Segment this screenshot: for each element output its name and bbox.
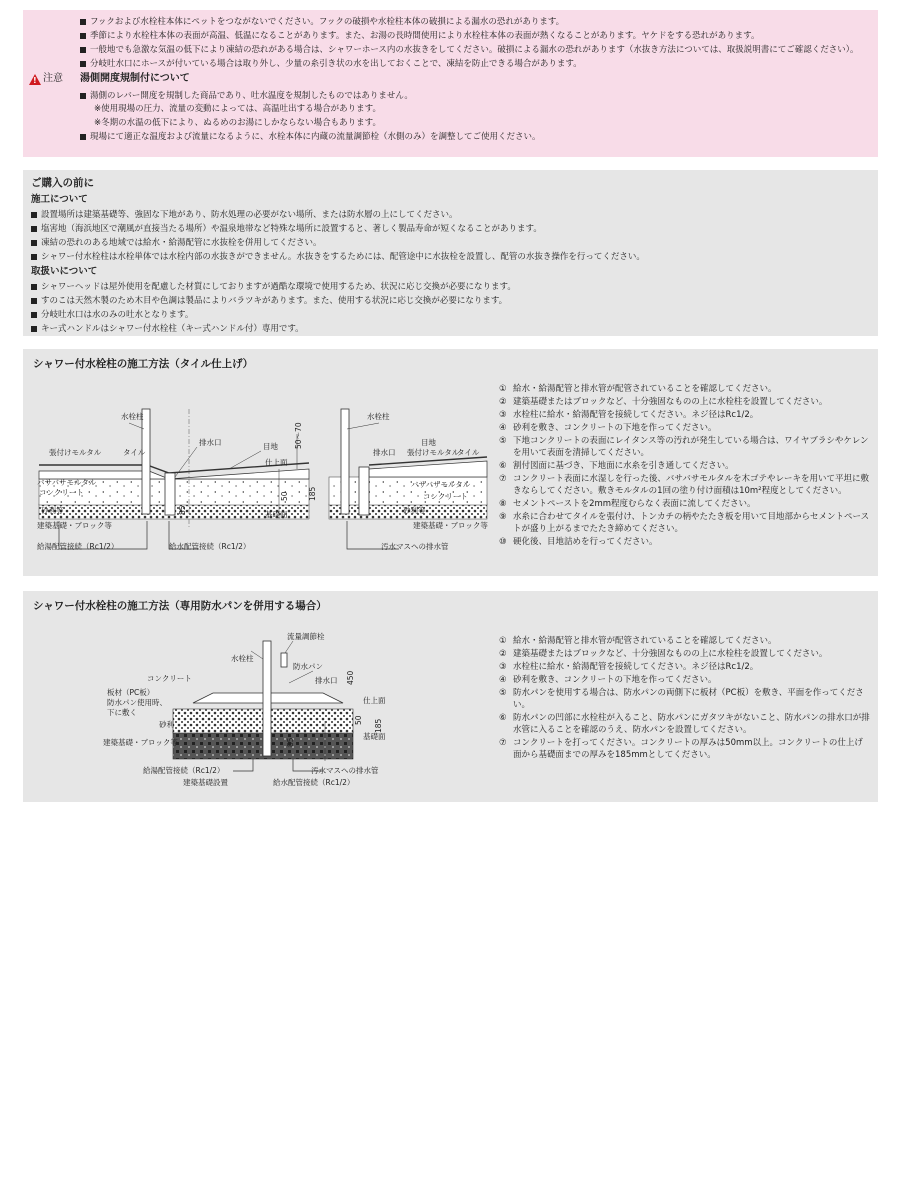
tile-install-section [23, 349, 878, 576]
label-dry-mortar: バサバサモルタル [37, 478, 97, 487]
step-item: ① 給水・給湯配管と排水管が配管されていることを確認してください。 [499, 384, 777, 394]
label-drain-pipe: 汚水マスへの排水管 [381, 542, 449, 551]
caution-subheading: 湯側開度規制付について [80, 73, 190, 85]
label-drain: 排水口 [315, 676, 338, 685]
pan-steps [499, 635, 871, 762]
step-item: ① 給水・給湯配管と排水管が配管されていることを確認してください。 [499, 636, 777, 646]
pan-diagram-left [103, 631, 386, 787]
label-finish-surface: 仕上面 [265, 458, 288, 467]
dim-450: 450 [346, 670, 355, 685]
step-item: ④ 砂利を敷き、コンクリートの下地を作ってください。 [499, 422, 717, 433]
caution-label [29, 72, 63, 87]
label-board-note-2: 下に敷く [107, 708, 137, 717]
construction-heading: 施工について [31, 194, 88, 206]
label-gravel: 砂利等 [41, 506, 64, 515]
handling-item: すのこは天然木製のため木目や色調は製品によりバラツキがあります。また、使用する状況に応じ交換が必要になります。 [31, 295, 870, 307]
caution-item: フックおよび水栓柱本体にペットをつながないでください。フックの破損や水栓柱本体の破損による漏水の恐れがあります。 [80, 16, 870, 28]
warning-icon [29, 74, 41, 85]
step-item: ⑥ 防水パンの凹部に水栓柱が入ること、防水パンにガタツキがないこと、防水パンの排水口が排水管に入ることを確認のうえ、防水パンを設置してください。 [499, 712, 870, 736]
construction-item: 塩害地（海浜地区で潮風が直接当たる場所）や温泉地帯など特殊な場所に設置すると、著しく製品寿命が短くなることがあります。 [31, 223, 870, 235]
step-item: ⑧ セメントペーストを2mm程度むらなく表面に流してください。 [499, 498, 756, 509]
tile-diagram-right [329, 409, 488, 551]
label-drain-r: 排水口 [373, 448, 396, 457]
label-supply-cold: 給水配管接続（Rc1/2） [273, 778, 355, 787]
construction-item: シャワー付水栓柱は水栓単体では水栓内部の水抜きができません。水抜きをするためには、配管途中に水抜栓を設置し、配管の水抜き操作を行ってください。 [31, 251, 870, 263]
dim-185: 185 [374, 718, 383, 733]
caution-body [80, 16, 870, 145]
label-faucet-post: 水栓柱 [231, 654, 254, 663]
step-item: ⑨ 水糸に合わせてタイルを張付け、トンカチの柄やたたき板を用いて目地部からセメントペーストが盛り上がるまでたたき締めてください。 [499, 511, 870, 535]
tile-install-diagram [29, 389, 491, 569]
label-concrete: コンクリート [39, 488, 84, 497]
caution-box [23, 10, 878, 157]
label-tile-r: タイル [457, 448, 480, 457]
caution-note: ※冬期の水温の低下により、ぬるめのお湯にしかならない場合もあります。 [94, 118, 381, 129]
caution-note: ※使用現場の圧力、流量の変動によっては、高温吐出する場合があります。 [94, 104, 381, 115]
step-item: ② 建築基礎またはブロックなど、十分強固なものの上に水栓柱を設置してください。 [499, 396, 828, 407]
step-item: ⑦ コンクリート表面に水湿しを行った後、バサバサモルタルを木ゴテやレーキを用いて平坦に敷きならしてください。敷きモルタルの1回の塗り付け面積は10m²程度としてください。 [499, 473, 869, 497]
label-base-block: 建築基礎・ブロック等 [103, 738, 178, 747]
label-flow-valve: 流量調節栓 [287, 632, 325, 641]
dim-85: 85 [286, 737, 295, 747]
label-finish-surface: 仕上面 [363, 696, 386, 705]
step-item: ③ 水栓柱に給水・給湯配管を接続してください。ネジ径はRc1/2。 [499, 409, 759, 420]
label-base-block-r: 建築基礎・ブロック等 [413, 521, 488, 530]
caution-label-text: 注意 [43, 73, 63, 84]
construction-item: 凍結の恐れのある地域では給水・給湯配管に水抜栓を併用してください。 [31, 237, 870, 249]
label-foundation: 建築基礎設置 [183, 778, 228, 787]
label-pan: 防水パン [293, 662, 323, 671]
label-drain-pipe: 汚水マスへの排水管 [311, 766, 379, 775]
label-faucet-post-r: 水栓柱 [367, 412, 390, 421]
label-base-surface: 基礎面 [363, 732, 386, 741]
pan-install-section [23, 591, 878, 802]
label-base-surface: 基礎面 [265, 510, 288, 519]
dim-50: 50 [354, 715, 363, 725]
label-joint: 目地 [263, 442, 278, 451]
label-gravel-r: 砂利等 [403, 506, 426, 515]
label-dry-mortar-r: バサバサモルタル [411, 480, 471, 489]
label-faucet-post: 水栓柱 [121, 412, 144, 421]
step-item: ⑥ 割付図面に基づき、下地面に水糸を引き通してください。 [499, 460, 734, 471]
caution-item: 季節により水栓柱本体の表面が高温、低温になることがあります。また、お湯の長時間使用により水栓柱本体の表面が熱くなることがあります。ヤケドをする恐れがあります。 [80, 30, 870, 42]
tile-steps [499, 383, 871, 549]
label-adhesive-mortar-r: 張付けモルタル [407, 448, 460, 457]
label-adhesive-mortar: 張付けモルタル [49, 448, 102, 457]
label-tile: タイル [123, 448, 146, 457]
label-base-block: 建築基礎・ブロック等 [37, 521, 112, 530]
label-board: 板材（PC板） [107, 688, 155, 697]
step-item: ⑩ 硬化後、目地詰めを行ってください。 [499, 537, 658, 548]
label-supply-cold: 給水配管接続（Rc1/2） [169, 542, 251, 551]
section-title: シャワー付水栓柱の施工方法（専用防水パンを併用する場合） [33, 600, 327, 612]
section-title: シャワー付水栓柱の施工方法（タイル仕上げ） [33, 358, 254, 370]
handling-item: シャワーヘッドは屋外使用を配慮した材質にしておりますが過酷な環境で使用するため、状況に応じ交換が必要になります。 [31, 281, 870, 293]
tile-diagram-left [37, 409, 317, 551]
pan-install-diagram [63, 621, 483, 799]
label-drain: 排水口 [199, 438, 222, 447]
before-purchase-box [23, 170, 878, 336]
dim-185: 185 [308, 486, 317, 501]
caution-item: 分岐吐水口にホースが付いている場合は取り外し、少量の糸引き状の水を出しておくことで、凍結を防止できる場合があります。 [80, 58, 870, 70]
construction-item: 設置場所は建築基礎等、強固な下地があり、防水処理の必要がない場所、または防水層の上にしてください。 [31, 209, 870, 221]
step-item: ③ 水栓柱に給水・給湯配管を接続してください。ネジ径はRc1/2。 [499, 661, 759, 672]
handling-heading: 取扱いについて [31, 266, 98, 278]
dim-85: 85 [178, 505, 187, 515]
caution-sub-item: 湯側のレバー開度を規制した商品であり、吐水温度を規制したものではありません。 [80, 90, 870, 102]
label-concrete: コンクリート [147, 674, 192, 683]
caution-last-item: 現場にて適正な温度および流量になるように、水栓本体に内蔵の流量調節栓（水側のみ）を調整してご使用ください。 [80, 131, 870, 143]
step-item: ⑤ 防水パンを使用する場合は、防水パンの両側下に板材（PC板）を敷き、平面を作ってください。 [499, 687, 864, 710]
dim-50: 50 [280, 491, 289, 501]
label-joint-r: 目地 [421, 438, 436, 447]
step-item: ⑦ コンクリートを打ってください。コンクリートの厚みは50mm以上。コンクリートの仕上げ面から基礎面までの厚みを185mmとしてください。 [499, 738, 863, 761]
step-item: ④ 砂利を敷き、コンクリートの下地を作ってください。 [499, 674, 717, 685]
caution-item: 一般地でも急激な気温の低下により凍結の恐れがある場合は、シャワーホース内の水抜きをしてください。破損による漏水の恐れがあります（水抜き方法については、取扱説明書にてご確認ください）。 [80, 44, 870, 56]
handling-item: キー式ハンドルはシャワー付水栓柱（キー式ハンドル付）専用です。 [31, 323, 870, 335]
label-concrete-r: コンクリート [423, 492, 468, 501]
step-item: ② 建築基礎またはブロックなど、十分強固なものの上に水栓柱を設置してください。 [499, 648, 828, 659]
label-supply-hot: 給湯配管接続（Rc1/2） [143, 766, 225, 775]
step-item: ⑤ 下地コンクリートの表面にレイタンス等の汚れが発生している場合は、ワイヤブラシやケレンを用いて表面を清掃してください。 [499, 435, 869, 458]
label-supply-hot: 給湯配管接続（Rc1/2） [37, 542, 119, 551]
handling-item: 分岐吐水口は水のみの吐水となります。 [31, 309, 870, 321]
purchase-title: ご購入の前に [31, 177, 94, 189]
dim-50-70: 50〜70 [294, 422, 303, 449]
label-gravel: 砂利 [159, 720, 174, 729]
label-board-note-1: 防水パン使用時、 [107, 698, 167, 707]
